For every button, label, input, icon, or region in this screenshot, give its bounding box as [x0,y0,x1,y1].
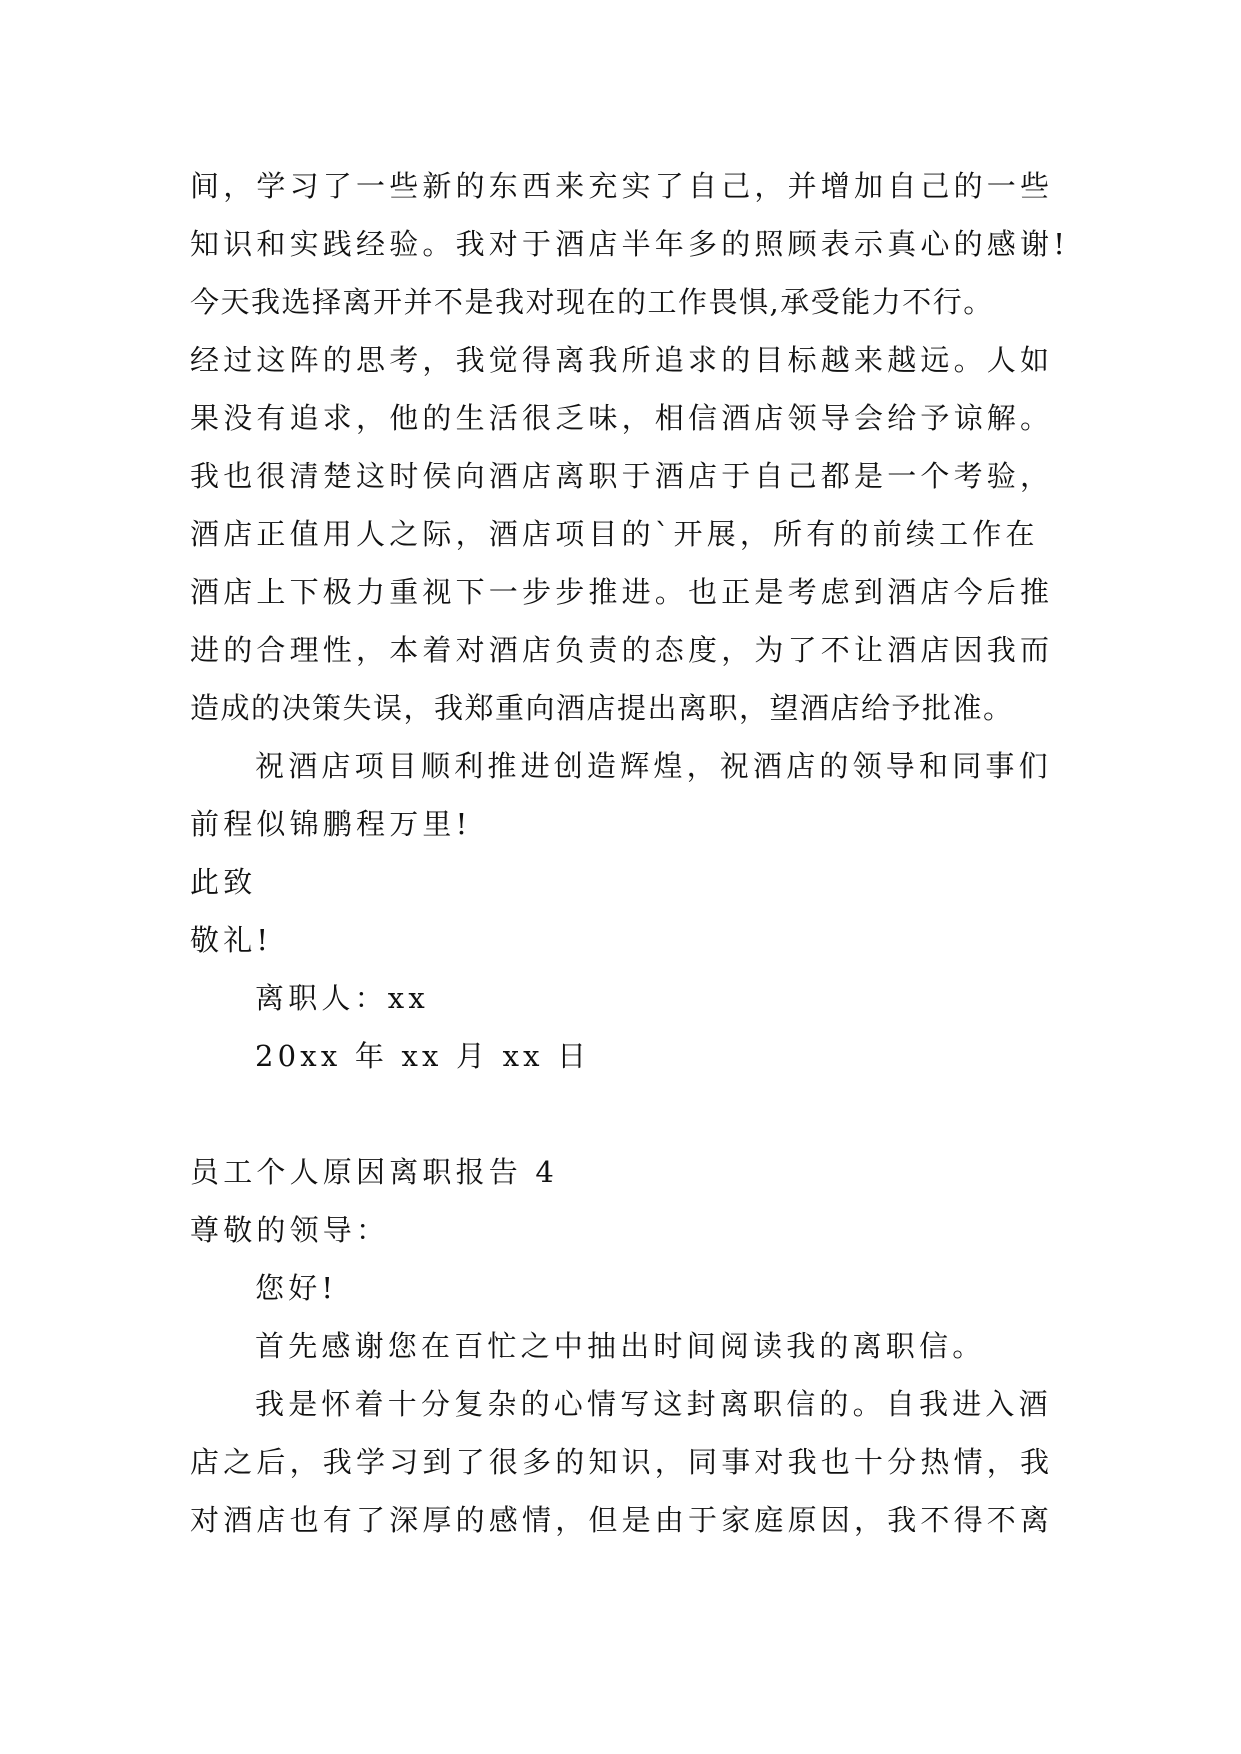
paragraph-line: 对酒店也有了深厚的感情，但是由于家庭原因，我不得不离 [190,1503,1054,1537]
closing-line: 敬礼! [190,923,273,957]
signer-line: 离职人：xx [255,981,429,1015]
date-line: 20xx 年 xx 月 xx 日 [255,1039,591,1073]
paragraph-line: 店之后，我学习到了很多的知识，同事对我也十分热情，我 [190,1445,1054,1479]
body-line: 知识和实践经验。我对于酒店半年多的照顾表示真心的感谢! [190,227,1070,261]
section-title: 员工个人原因离职报告 4 [190,1155,559,1189]
wish-line: 前程似锦鹏程万里! [190,807,472,841]
greeting: 您好! [255,1271,338,1305]
closing-line: 此致 [190,865,257,899]
body-line: 造成的决策失误，我郑重向酒店提出离职，望酒店给予批准。 [190,691,1014,725]
body-line: 经过这阵的思考，我觉得离我所追求的目标越来越远。人如 [190,343,1054,377]
body-line: 果没有追求，他的生活很乏味，相信酒店领导会给予谅解。 [190,401,1054,435]
body-line: 酒店正值用人之际，酒店项目的`开展，所有的前续工作在 [190,517,1039,551]
body-line: 今天我选择离开并不是我对现在的工作畏惧,承受能力不行。 [190,285,994,319]
body-line: 酒店上下极力重视下一步步推进。也正是考虑到酒店今后推 [190,575,1054,609]
body-line: 间，学习了一些新的东西来充实了自己，并增加自己的一些 [190,169,1054,203]
paragraph-line: 我是怀着十分复杂的心情写这封离职信的。自我进入酒 [255,1387,1052,1421]
wish-line: 祝酒店项目顺利推进创造辉煌，祝酒店的领导和同事们 [255,749,1052,783]
body-line: 我也很清楚这时侯向酒店离职于酒店于自己都是一个考验， [190,459,1054,493]
salutation: 尊敬的领导： [190,1213,390,1247]
paragraph-line: 首先感谢您在百忙之中抽出时间阅读我的离职信。 [255,1329,986,1363]
body-line: 进的合理性，本着对酒店负责的态度，为了不让酒店因我而 [190,633,1054,667]
